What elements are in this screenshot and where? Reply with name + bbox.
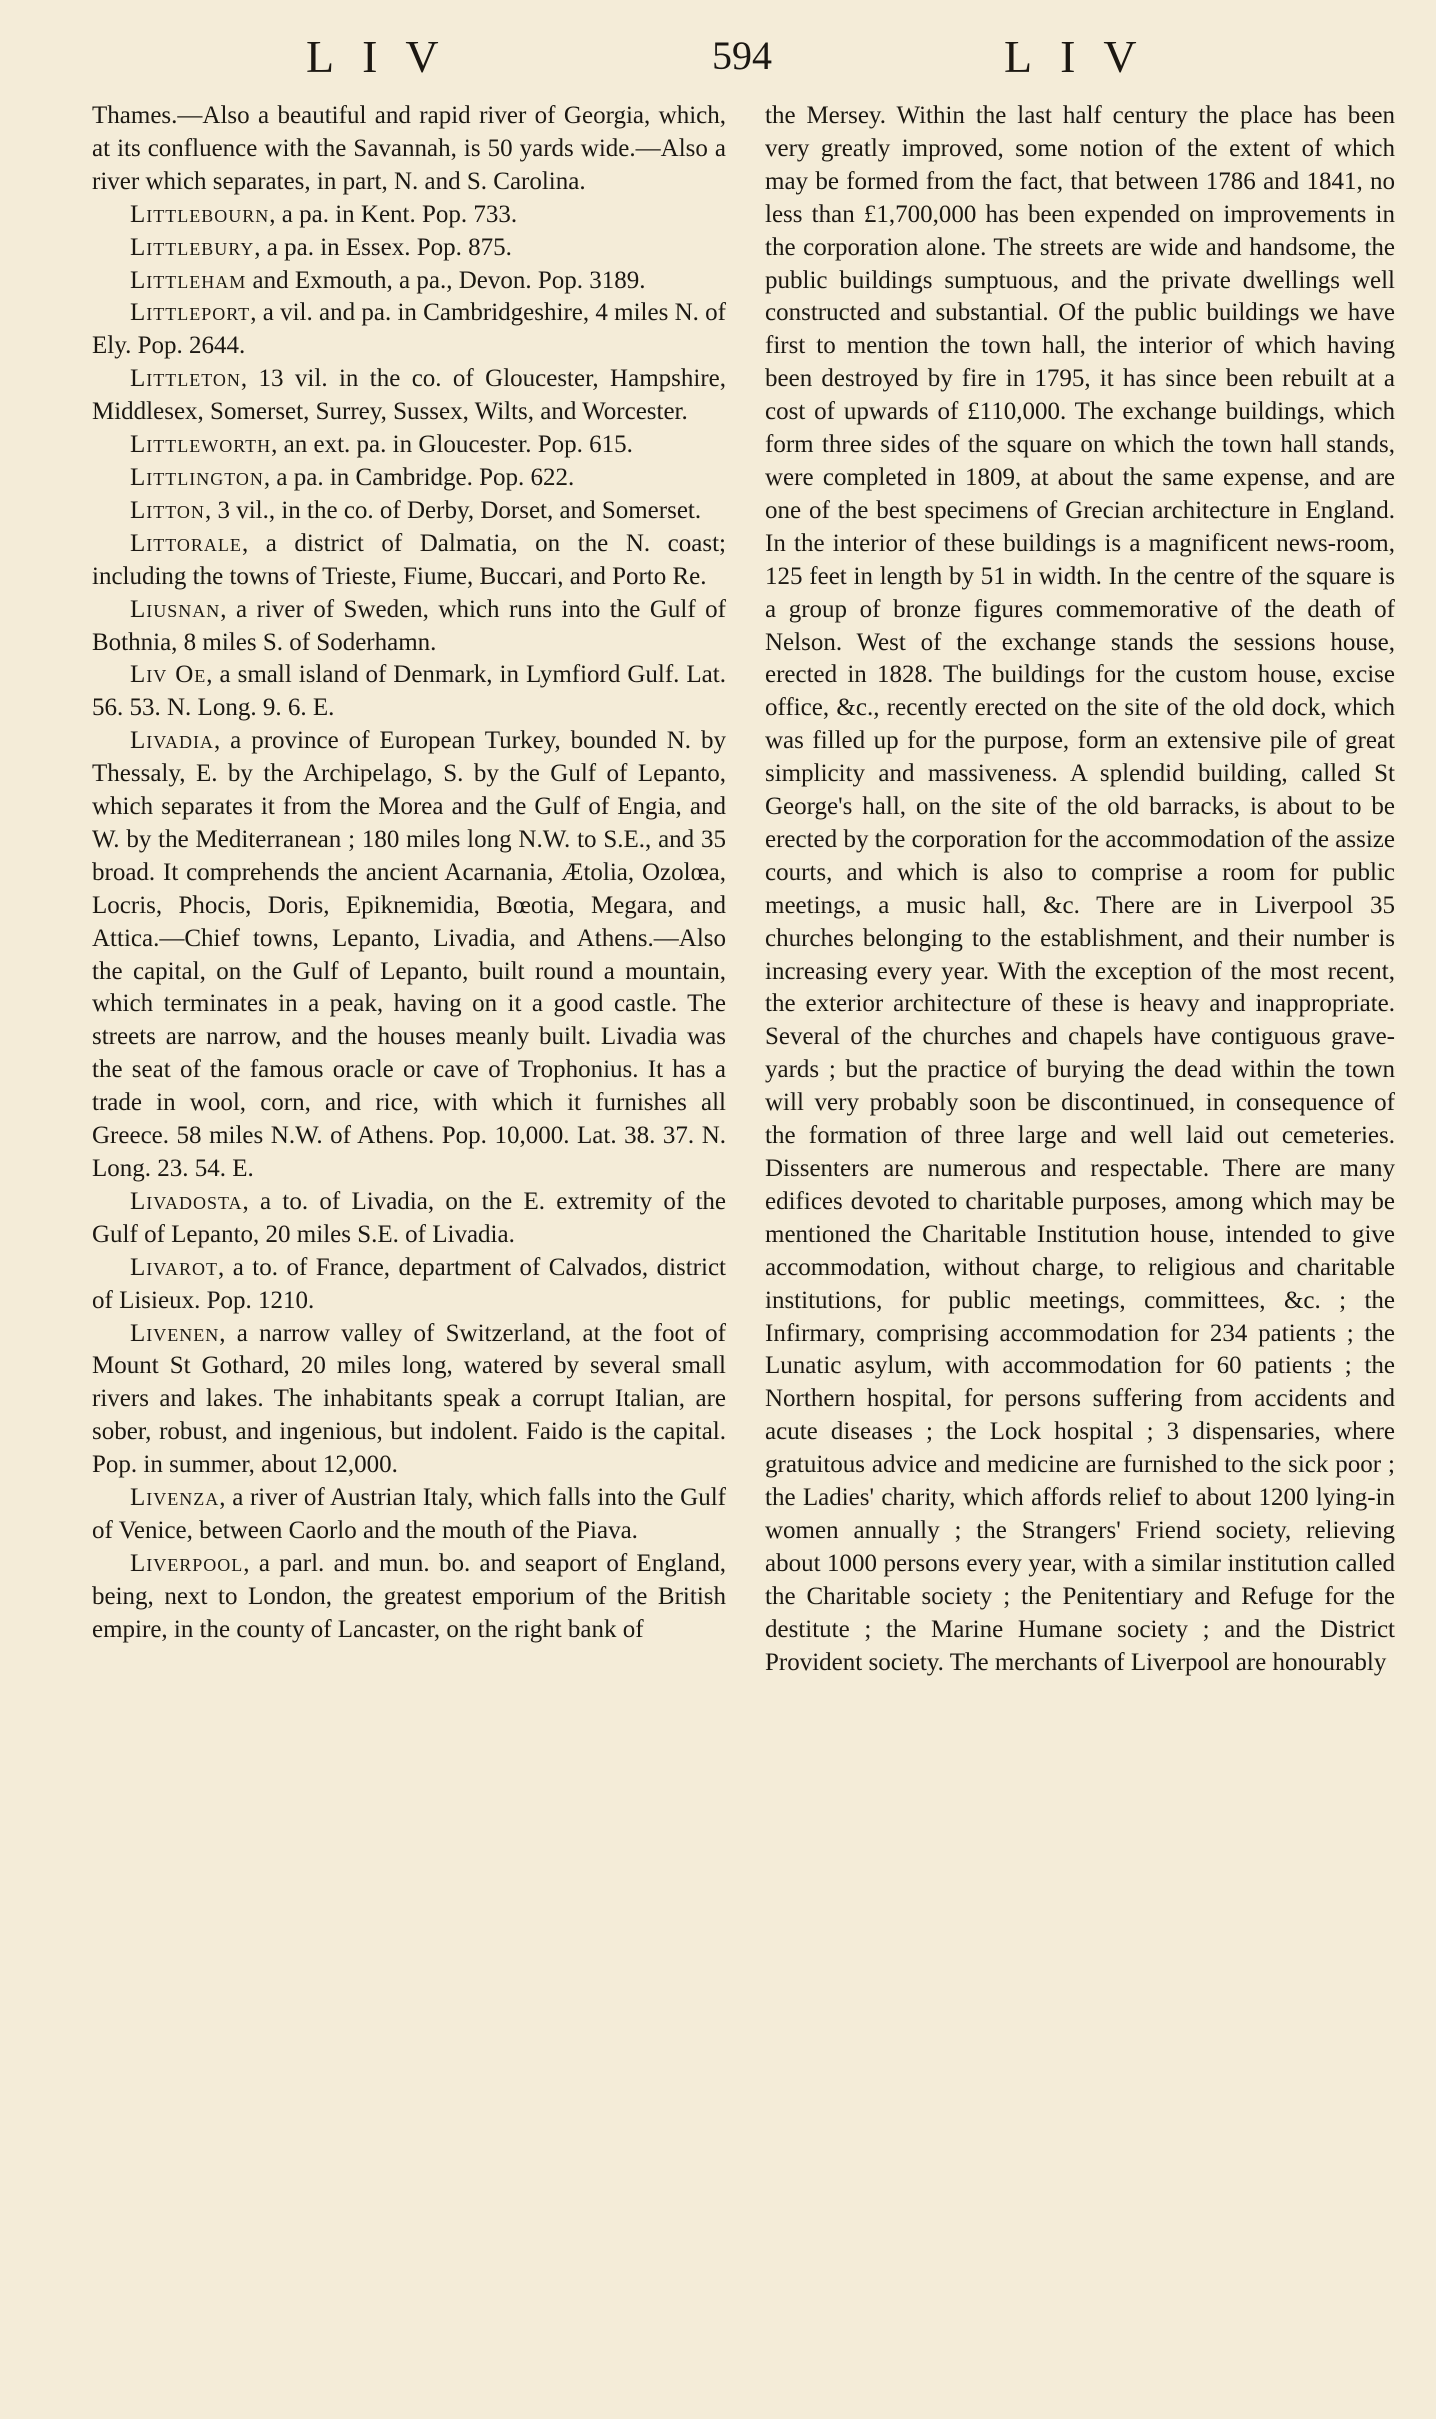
dictionary-entry	[92, 528, 726, 594]
dictionary-entry	[92, 297, 726, 363]
dictionary-entry	[92, 232, 726, 265]
entry-text: , a to. of Livadia, on the E. extremity of the Gulf of Lepanto, 20 miles S.E. of Livadia.	[92, 1187, 726, 1248]
left-column	[92, 100, 726, 1647]
entry-headword: Livenen	[130, 1319, 220, 1347]
entry-text: , a pa. in Cambridge. Pop. 622.	[263, 463, 575, 491]
entry-text: , a river of Austrian Italy, which falls into the Gulf of Venice, between Caorlo and the mouth of the Piava.	[92, 1484, 726, 1544]
entry-headword: Littlington	[130, 463, 264, 491]
entry-text: , a district of Dalmatia, on the N. coast; including the towns of Trieste, Fiume, Buccari, and Porto Re.	[92, 529, 726, 590]
entry-headword: Liverpool	[130, 1549, 244, 1577]
entry-text: , a province of European Turkey, bounded N. by Thessaly, E. by the Archipelago, S. by the Gulf of Lepanto, which separates it from the Morea and the Gulf of Engia, and W. by the Mediterranean ; 180 miles long N.W. to S.E., and 35 broad. It comprehends the ancient Acarnania, Ætolia, Ozolœa, Locris, Phocis, Doris, Epiknemidia, Bœotia, Megara, and Attica.—Chief towns, Lepanto, Livadia, and Athens.—Also the capital, on the Gulf of Lepanto, built round a mountain, which terminates in a peak, having on it a good castle. The streets are narrow, and the houses meanly built. Livadia was the seat of the famous oracle or cave of Trophonius. It has a trade in wool, corn, and rice, with which it furnishes all Greece. 58 miles N.W. of Athens. Pop. 10,000. Lat. 38. 37. N. Long. 23. 54. E.	[92, 727, 726, 1182]
entry-headword: Livarot	[130, 1253, 218, 1281]
entry-text: , a parl. and mun. bo. and seaport of England, being, next to London, the greatest emporium of the British empire, in the county of Lancaster, on the right bank of	[92, 1549, 726, 1643]
entry-headword: Liv Oe	[130, 661, 207, 689]
entry-headword: Litton	[130, 496, 205, 524]
continued-text	[92, 100, 726, 199]
running-header	[0, 30, 1436, 90]
header-left-guideword: LIV	[306, 31, 467, 82]
dictionary-entry	[92, 199, 726, 232]
dictionary-entry	[92, 659, 726, 725]
entry-text: , a pa. in Essex. Pop. 875.	[254, 233, 512, 261]
header-right-guideword: LIV	[1004, 31, 1165, 82]
entry-text: , a small island of Denmark, in Lymfiord Gulf. Lat. 56. 53. N. Long. 9. 6. E.	[92, 661, 726, 722]
entry-text: , 13 vil. in the co. of Gloucester, Hampshire, Middlesex, Somerset, Surrey, Sussex, Wilts, and Worcester.	[92, 365, 726, 426]
dictionary-entry	[92, 429, 726, 462]
page-number: 594	[712, 33, 772, 78]
entry-headword: Littleton	[130, 365, 241, 393]
entry-text: Thames.—Also a beautiful and rapid river of Georgia, which, at its confluence with the Savannah, is 50 yards wide.—Also a river which separates, in part, N. and S. Carolina.	[92, 102, 726, 195]
dictionary-entry	[92, 725, 726, 1186]
entry-headword: Littleworth	[130, 431, 272, 459]
entry-headword: Liusnan	[130, 595, 221, 623]
dictionary-entry	[92, 265, 726, 298]
entry-text: , an ext. pa. in Gloucester. Pop. 615.	[271, 431, 633, 459]
entry-headword: Littleham	[130, 266, 247, 294]
entry-headword: Livadosta	[130, 1187, 243, 1215]
entry-headword: Livenza	[130, 1484, 220, 1512]
dictionary-entry	[92, 1252, 726, 1318]
entry-headword: Littorale	[130, 529, 242, 557]
entry-headword: Livadia	[130, 727, 214, 755]
entry-text: , a pa. in Kent. Pop. 733.	[269, 200, 518, 228]
entry-headword: Littlebourn	[130, 200, 270, 228]
entry-headword: Littlebury	[130, 233, 255, 261]
entry-text: the Mersey. Within the last half century the place has been very greatly improved, some notion of the extent of which may be formed from the fact, that between 1786 and 1841, no less than £1,700,000 has been expended on improvements in the corporation alone. The streets are wide and handsome, the public buildings sumptuous, and the private dwellings well constructed and substantial. Of the public buildings we have first to mention the town hall, the interior of which having been destroyed by fire in 1795, it has since been rebuilt at a cost of upwards of £110,000. The exchange buildings, which form three sides of the square on which the town hall stands, were completed in 1809, at about the same expense, and are one of the best specimens of Grecian architecture in England. In the interior of these buildings is a magnificent news-room, 125 feet in length by 51 in width. In the centre of the square is a group of bronze figures commemorative of the death of Nelson. West of the exchange stands the sessions house, erected in 1828. The buildings for the custom house, excise office, &c., recently erected on the site of the old dock, which was filled up for the purpose, form an extensive pile of great simplicity and massiveness. A splendid building, called St George's hall, on the site of the old barracks, is about to be erected by the corporation for the accommodation of the assize courts, and which is also to comprise a room for public meetings, a music hall, &c. There are in Liverpool 35 churches belonging to the establishment, and their number is increasing every year. With the exception of the most recent, the exterior architecture of these is heavy and inappropriate. Several of the churches and chapels have contiguous grave-yards ; but the practice of burying the dead within the town will very probably soon be discontinued, in consequence of the formation of three large and well laid out cemeteries. Dissenters are numerous and respectable. There are many edifices devoted to charitable purposes, among which may be mentioned the Charitable Institution house, intended to give accommodation, without charge, to religious and charitable institutions, for public meetings, committees, &c. ; the Infirmary, comprising accommodation for 234 patients ; the Lunatic asylum, with accommodation for 60 patients ; the Northern hospital, for persons suffering from accidents and acute diseases ; the Lock hospital ; 3 dispensaries, where gratuitous advice and medicine are furnished to the sick poor ; the Ladies' charity, which affords relief to about 1200 lying-in women annually ; the Strangers' Friend society, relieving about 1000 persons every year, with a similar institution called the Charitable society ; the Penitentiary and Refuge for the destitute ; the Marine Humane society ; and the District Provident society. The merchants of Liverpool are honourably	[765, 102, 1395, 1676]
entry-text: , a narrow valley of Switzerland, at the foot of Mount St Gothard, 20 miles long, watered by several small rivers and lakes. The inhabitants speak a corrupt Italian, are sober, robust, and ingenious, but indolent. Faido is the capital. Pop. in summer, about 12,000.	[92, 1319, 726, 1479]
dictionary-entry	[92, 495, 726, 528]
dictionary-entry	[92, 363, 726, 429]
dictionary-entry	[92, 462, 726, 495]
dictionary-entry	[92, 1318, 726, 1483]
entry-text: and Exmouth, a pa., Devon. Pop. 3189.	[246, 266, 646, 294]
entry-text: , 3 vil., in the co. of Derby, Dorset, and Somerset.	[204, 496, 702, 524]
entry-headword: Littleport	[130, 299, 251, 327]
right-column	[765, 100, 1395, 1680]
entry-text: , a vil. and pa. in Cambridgeshire, 4 miles N. of Ely. Pop. 2644.	[92, 299, 726, 360]
dictionary-entry	[92, 1548, 726, 1647]
dictionary-entry	[92, 594, 726, 660]
dictionary-entry	[92, 1186, 726, 1252]
entry-text: , a river of Sweden, which runs into the Gulf of Bothnia, 8 miles S. of Soderhamn.	[92, 595, 726, 656]
entry-text: , a to. of France, department of Calvados, district of Lisieux. Pop. 1210.	[92, 1253, 726, 1314]
continued-text	[765, 100, 1395, 1680]
dictionary-entry	[92, 1482, 726, 1548]
